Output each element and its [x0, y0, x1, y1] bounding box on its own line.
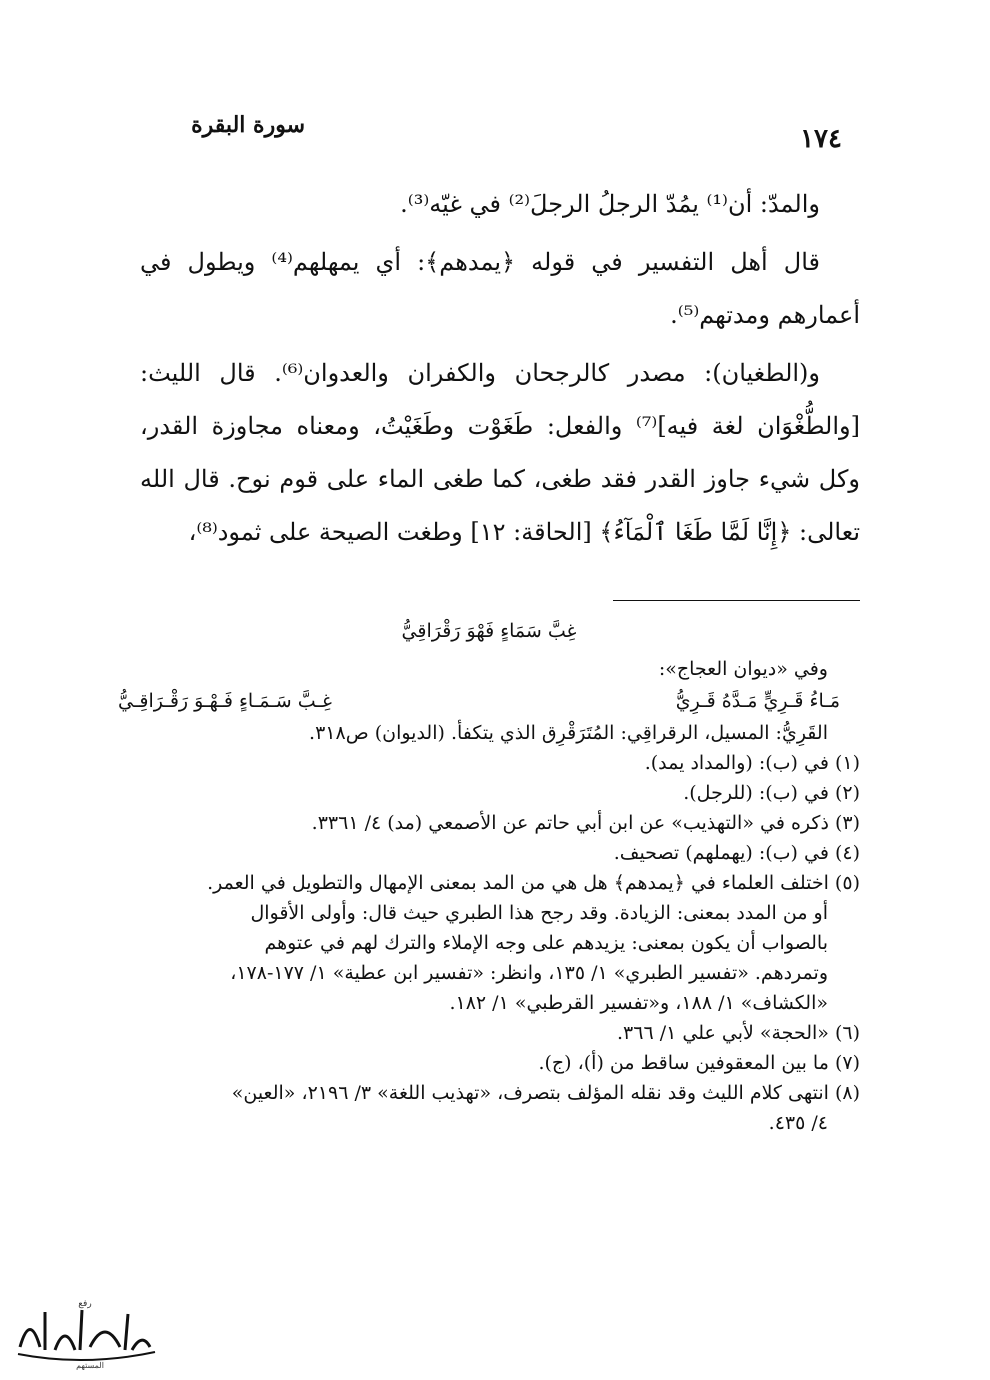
footnote-divider	[613, 600, 860, 601]
gloss-line: القَرِيُّ: المسيل، الرقراقِي: المُتَرَقْرِق الذي يتكفأ. (الديوان) ص٣١٨.	[309, 722, 828, 744]
calligraphy-logo-icon	[10, 1292, 160, 1372]
footnote-item: (٧) ما بين المعقوفين ساقط من (أ)، (ج).	[538, 1052, 860, 1074]
footnote-item: (٣) ذكره في «التهذيب» عن ابن أبي حاتم عن الأصمعي (مد) ٤/ ٣٣٦١.	[311, 812, 860, 834]
footnote-continuation: «الكشاف» ١/ ١٨٨، و«تفسير القرطبي» ١/ ١٨٢.	[449, 992, 828, 1014]
footnote-item: (٢) في (ب): (للرجل).	[683, 782, 860, 804]
diwan-intro: وفي «ديوان العجاج»:	[658, 658, 828, 680]
verse-line: غِبَّ سَمَاءٍ فَهْوَ رَقْرَاقِيُّ	[401, 620, 577, 642]
logo-small-text: رفع	[78, 1299, 92, 1309]
footnote-continuation: وتمردهم. «تفسير الطبري» ١/ ١٣٥، وانظر: «تفسير ابن عطية» ١/ ١٧٧-١٧٨،	[230, 962, 828, 984]
logo-caption: المستهم	[76, 1361, 104, 1370]
footnote-continuation: بالصواب أن يكون بمعنى: يزيدهم على وجه الإملاء والترك لهم في عتوهم	[264, 932, 828, 954]
main-text	[140, 178, 860, 564]
footnote-item: (٥) اختلف العلماء في ﴿يمدهم﴾ هل هي من المد بمعنى الإمهال والتطويل في العمر.	[207, 872, 860, 894]
verse-pair	[118, 686, 860, 716]
footnote-item: (٦) «الحجة» لأبي علي ١/ ٣٦٦.	[616, 1022, 860, 1044]
paragraph: و(الطغيان): مصدر كالرجحان والكفران والعدوان⁽⁶⁾. قال الليث: [والطُّغْوَان لغة فيه]⁽⁷⁾ والفعل: طَغَوْت وطَغَيْتُ، ومعناه مجاوزة القدر، وكل شيء جاوز القدر فقد طغى، كما طغى الماء على قوم نوح. قال الله تعالى: ﴿إِنَّا لَمَّا طَغَا ٱلْمَآءُ﴾ [الحاقة: ١٢] وطغت الصيحة على ثمود⁽⁸⁾،	[140, 359, 860, 546]
paragraph: والمدّ: أن⁽¹⁾ يمُدّ الرجلُ الرجلَ⁽²⁾ في غيّه⁽³⁾.	[400, 190, 820, 218]
page-number: ١٧٤	[800, 124, 842, 154]
footnote-item: (١) في (ب): (والمداد يمد).	[644, 752, 860, 774]
footnote-continuation: ٤/ ٤٣٥.	[768, 1112, 828, 1134]
paragraph: قال أهل التفسير في قوله ﴿يمدهم﴾: أي يمهلهم⁽⁴⁾ ويطول في أعمارهم ومدتهم⁽⁵⁾.	[140, 248, 860, 329]
footnote-item: (٤) في (ب): (يهملهم) تصحيف.	[613, 842, 860, 864]
verse-hemistich-right: مَـاءُ قَـرِيٍّ مَـدَّهُ قَـرِيُّ	[675, 690, 840, 712]
surah-title: سورة البقرة	[191, 112, 305, 138]
footnotes-section	[118, 612, 860, 1138]
footnote-list	[118, 748, 860, 1138]
footnote-item: (٨) انتهى كلام الليث وقد نقله المؤلف بتصرف، «تهذيب اللغة» ٣/ ٢١٩٦، «العين»	[231, 1082, 860, 1104]
verse-hemistich-left: غِـبَّ سَـمَـاءٍ فَـهْـوَ رَقْـرَاقِـيُّ	[118, 690, 332, 712]
footnote-continuation: أو من المدد بمعنى: الزيادة. وقد رجح هذا الطبري حيث قال: وأولى الأقوال	[250, 902, 828, 924]
logo-svg	[10, 1292, 160, 1372]
